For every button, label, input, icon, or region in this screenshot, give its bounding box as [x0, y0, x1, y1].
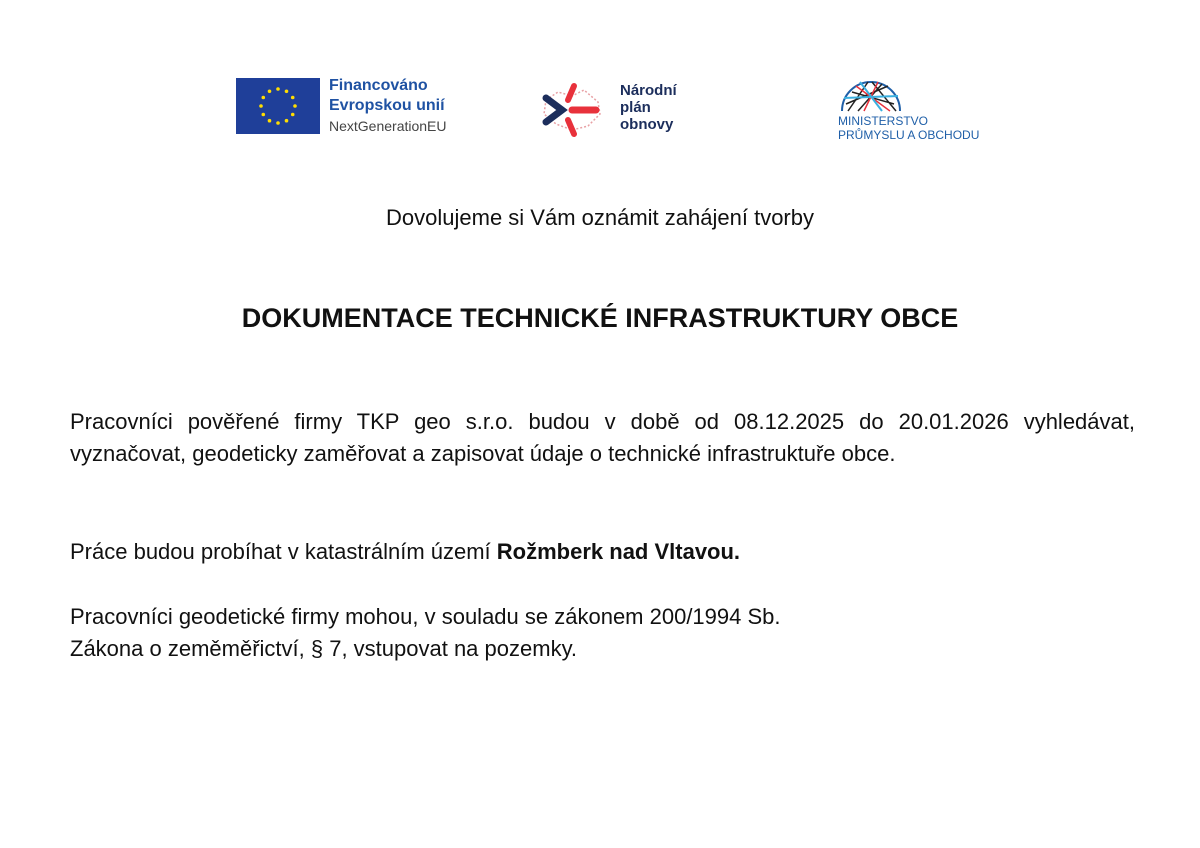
- npo-star-icon: [538, 80, 608, 140]
- eu-star: [276, 87, 280, 91]
- npo-logo-text: [620, 82, 677, 133]
- mpo-line2: PRŮMYSLU A OBCHODU: [838, 128, 980, 142]
- legal-line1: Pracovníci geodetické firmy mohou, v souladu se zákonem 200/1994 Sb.: [70, 604, 781, 629]
- eu-star: [285, 119, 289, 123]
- eu-logo-line2: Evropskou unií: [329, 97, 445, 114]
- npo-line3: obnovy: [620, 116, 674, 133]
- eu-star: [259, 104, 263, 108]
- paragraph-location: [70, 536, 1135, 568]
- eu-star: [293, 104, 297, 108]
- eu-funding-logo-text: [329, 76, 447, 136]
- document-title: DOKUMENTACE TECHNICKÉ INFRASTRUKTURY OBCE: [241, 303, 959, 333]
- mpo-logo-text: [838, 114, 979, 142]
- legal-line2: Zákona o zeměměřictví, § 7, vstupovat na pozemky.: [70, 636, 578, 661]
- paragraph-legal: [70, 601, 1135, 665]
- eu-star: [291, 96, 295, 100]
- mpo-globe-icon: [838, 78, 904, 112]
- eu-star: [268, 89, 272, 93]
- eu-star: [285, 89, 289, 93]
- eu-logo-line3: NextGenerationEU: [329, 118, 447, 134]
- eu-flag-icon: [236, 78, 320, 134]
- npo-line1: Národní: [620, 82, 677, 99]
- mpo-line1: MINISTERSTVO: [838, 114, 929, 128]
- npo-line2: plán: [620, 99, 651, 116]
- location-intro: Práce budou probíhat v katastrálním území: [70, 539, 497, 564]
- eu-logo-line1: Financováno: [329, 77, 428, 94]
- location-name: Rožmberk nad Vltavou.: [496, 539, 741, 564]
- eu-star: [276, 121, 280, 125]
- paragraph-dates: Pracovníci pověřené firmy TKP geo s.r.o. budou v době od 08.12.2025 do 20.01.2026 vyhledávat, vyznačovat, geodeticky zaměřovat a zapisovat údaje o technické infrastruktuře obce.: [70, 409, 1135, 466]
- eu-star: [261, 113, 265, 117]
- eu-star: [261, 96, 265, 100]
- eu-star: [291, 113, 295, 117]
- intro-text: Dovolujeme si Vám oznámit zahájení tvorby: [386, 205, 814, 230]
- eu-star: [268, 119, 272, 123]
